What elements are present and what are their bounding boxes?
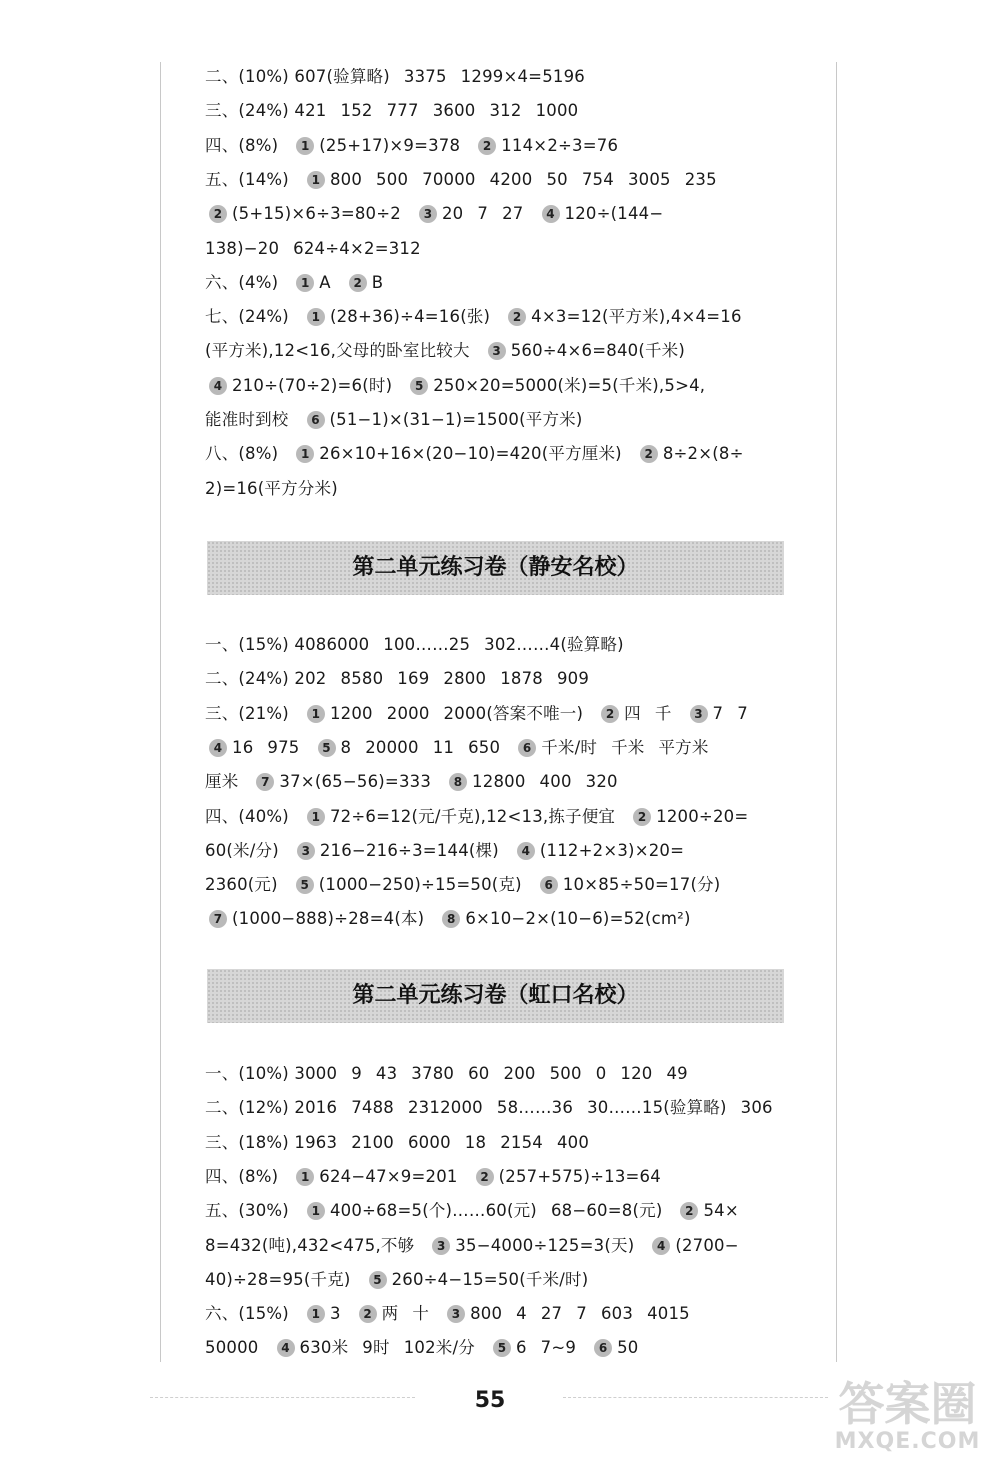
page-number: 55 [474, 1388, 506, 1413]
answer-text: 5 250×20=5000(米)=5(千米),5>4, [406, 369, 705, 403]
question-number-badge: 1 [296, 274, 314, 292]
answer-text: 3 800 [443, 1297, 502, 1331]
answer-text: 49 [666, 1064, 688, 1083]
answer-text: 2 4×3=12(平方米),4×4=16 [504, 300, 742, 334]
answer-text: 2000(答案不唯一) [443, 703, 584, 723]
answer-text: 五、(14%) [205, 169, 289, 189]
question-number-badge: 7 [209, 910, 227, 928]
answer-text: 500 [376, 169, 409, 189]
answer-line [205, 731, 805, 765]
answer-text: 777 [386, 101, 419, 121]
answer-text: 4200 [489, 169, 533, 189]
answer-text: 60(米/分) [205, 840, 279, 860]
question-number-badge: 4 [517, 842, 535, 860]
answer-text: 0 [595, 1064, 607, 1083]
answer-line [205, 197, 805, 231]
question-number-badge: 8 [442, 910, 460, 928]
question-number-badge: 3 [297, 842, 315, 860]
question-number-badge: 6 [540, 876, 558, 894]
question-number-badge: 1 [307, 808, 325, 826]
answer-text: 3 20 [415, 197, 463, 231]
answer-text: 70000 [422, 169, 476, 189]
answer-text: 400 [539, 772, 572, 792]
question-number-badge: 1 [307, 705, 325, 723]
answer-text: 312 [489, 101, 522, 121]
answer-text: 120 [620, 1064, 653, 1083]
question-number-badge: 3 [690, 705, 708, 723]
question-number-badge: 3 [488, 342, 506, 360]
answer-line [205, 266, 805, 300]
answer-text: 18 [464, 1132, 487, 1152]
answer-text: 2000 [386, 703, 430, 723]
answer-text: (平方米),12<16,父母的卧室比较大 [205, 341, 470, 361]
footer-divider-left [150, 1397, 415, 1398]
answer-text: 4 (2700− [648, 1229, 738, 1263]
answer-text: 306 [740, 1098, 773, 1118]
answer-text: 七、(24%) [205, 307, 289, 327]
question-number-badge: 2 [349, 274, 367, 292]
answer-text: 20000 [365, 737, 419, 757]
answer-line [205, 60, 805, 94]
answer-text: 152 [340, 101, 373, 121]
answer-text: 2)=16(平方分米) [205, 478, 338, 498]
answer-text: 1 A [292, 266, 331, 300]
answer-text: 8 12800 [445, 765, 526, 799]
question-number-badge: 7 [256, 773, 274, 791]
answer-text: 二、(12%) 2016 [205, 1098, 338, 1118]
answer-text: 平方米 [658, 737, 709, 757]
answer-text: 1 26×10+16×(20−10)=420(平方厘米) [292, 437, 622, 471]
answer-text: 1 624−47×9=201 [292, 1160, 457, 1194]
answer-line [205, 1331, 805, 1365]
footer-divider-right [563, 1397, 828, 1398]
answer-text: 603 [600, 1304, 634, 1324]
answer-text: 975 [267, 737, 300, 757]
answer-text: 3780 [411, 1064, 455, 1083]
question-number-badge: 2 [680, 1202, 698, 1220]
answer-text: 102米/分 [403, 1338, 475, 1358]
answer-text: 一、(10%) 3000 [205, 1064, 338, 1083]
question-number-badge: 4 [209, 377, 227, 395]
answer-text: 6 (51−1)×(31−1)=1500(平方米) [303, 403, 583, 437]
answer-line [205, 1194, 805, 1228]
answer-text: 235 [684, 169, 717, 189]
answer-text: 624÷4×2=312 [293, 238, 421, 258]
answer-text: 2 (257+575)÷13=64 [472, 1160, 661, 1194]
answer-text: 7 (1000−888)÷28=4(本) [205, 902, 424, 936]
answer-text: 7 [477, 204, 489, 224]
answer-text: 5 8 [314, 731, 352, 765]
answer-text: 27 [540, 1304, 563, 1324]
answer-text: 320 [585, 772, 618, 792]
answer-text: 2800 [443, 669, 487, 689]
answer-text: 三、(21%) [205, 703, 289, 723]
question-number-badge: 2 [359, 1305, 377, 1323]
answer-text: 8=432(吨),432<475,不够 [205, 1235, 415, 1255]
answer-text: 1 1200 [303, 697, 373, 731]
answer-text: 一、(15%) 4086000 [205, 635, 370, 654]
answer-text: 1 72÷6=12(元/千克),12<13,拣子便宜 [303, 800, 615, 834]
answer-line [205, 1160, 805, 1194]
answer-text: 能准时到校 [205, 410, 289, 429]
answer-text: 2 B [345, 266, 384, 300]
answer-text: 八、(8%) [205, 444, 279, 464]
answer-text: 40)÷28=95(千克) [205, 1269, 351, 1289]
question-number-badge: 1 [307, 171, 325, 189]
answer-text: 六、(4%) [205, 272, 279, 292]
answer-line [205, 163, 805, 197]
answer-text: 138)−20 [205, 238, 280, 258]
answer-line [205, 697, 805, 731]
answer-text: 2 114×2÷3=76 [474, 129, 618, 163]
answer-text: 7 [737, 703, 748, 723]
answer-text: 3005 [627, 169, 671, 189]
answer-text: 四、(40%) [205, 806, 289, 826]
right-border-line [836, 62, 837, 1362]
answer-text: 43 [375, 1064, 398, 1083]
answer-text: 十 [412, 1304, 430, 1324]
answer-text: 650 [468, 737, 501, 757]
answer-text: 7488 [351, 1098, 394, 1118]
answer-text: 9时 [362, 1338, 390, 1358]
answer-text: 27 [502, 204, 524, 224]
answer-text: 2100 [351, 1132, 394, 1152]
answer-text: 厘米 [205, 772, 239, 792]
answer-text: 1 400÷68=5(个)……60(元) [303, 1194, 537, 1228]
answer-text: 6000 [407, 1132, 451, 1152]
answer-text: 四、(8%) [205, 1166, 279, 1186]
answer-line [205, 1091, 805, 1125]
watermark-text: 答案圈 [838, 1377, 977, 1431]
question-number-badge: 1 [307, 1202, 325, 1220]
answer-line [205, 1126, 805, 1160]
answer-text: 2154 [500, 1132, 543, 1152]
answer-text: 2 8÷2×(8÷ [636, 437, 744, 471]
question-number-badge: 5 [369, 1271, 387, 1289]
question-number-badge: 5 [296, 876, 314, 894]
answer-text: 5 (1000−250)÷15=50(克) [292, 868, 522, 902]
question-number-badge: 1 [296, 1168, 314, 1186]
question-number-badge: 4 [652, 1237, 670, 1255]
answer-text: 二、(10%) 607(验算略) [205, 67, 390, 86]
answer-text: 909 [556, 669, 590, 689]
answer-line [205, 369, 805, 403]
answer-line [205, 1057, 805, 1091]
answer-line [205, 129, 805, 163]
answer-text: 4 210÷(70÷2)=6(时) [205, 369, 392, 403]
answer-text: 30……15(验算略) [587, 1098, 727, 1118]
answer-text: 200 [503, 1064, 536, 1083]
question-number-badge: 2 [476, 1168, 494, 1186]
question-number-badge: 3 [447, 1305, 465, 1323]
answer-text: 三、(18%) 1963 [205, 1132, 338, 1152]
section-banner-hongkou: 第二单元练习卷（虹口名校） [207, 969, 784, 1023]
answer-line [205, 868, 805, 902]
answer-text: 6 10×85÷50=17(分) [536, 868, 721, 902]
answer-text: 2360(元) [205, 875, 278, 895]
question-number-badge: 2 [508, 308, 526, 326]
answer-line [205, 834, 805, 868]
question-number-badge: 1 [307, 1305, 325, 1323]
answer-text: 754 [581, 169, 614, 189]
answer-text: 六、(15%) [205, 1304, 289, 1324]
answer-text: 400 [556, 1132, 590, 1152]
answer-text: 五、(30%) [205, 1201, 289, 1221]
question-number-badge: 6 [518, 739, 536, 757]
answer-text: 6 千米/时 [514, 731, 597, 765]
answer-text: 11 [432, 737, 455, 757]
answer-text: 2 54× [676, 1194, 738, 1228]
answer-text: 9 [351, 1064, 362, 1083]
answer-text: 千米 [611, 737, 645, 757]
answer-text: 2312000 [407, 1098, 483, 1118]
answer-line [205, 472, 805, 506]
answer-text: 302……4(验算略) [484, 635, 624, 654]
answer-line [205, 300, 805, 334]
question-number-badge: 2 [209, 205, 227, 223]
question-number-badge: 6 [594, 1339, 612, 1357]
answer-text: 2 两 [355, 1297, 399, 1331]
question-number-badge: 2 [640, 445, 658, 463]
answer-text: 1 3 [303, 1297, 341, 1331]
answer-line [205, 1297, 805, 1331]
answer-text: 68−60=8(元) [550, 1201, 663, 1221]
section-banner-jingan: 第二单元练习卷（静安名校） [207, 541, 784, 595]
question-number-badge: 8 [449, 773, 467, 791]
question-number-badge: 2 [478, 137, 496, 155]
answer-line [205, 1229, 805, 1263]
answer-text: 4015 [647, 1304, 690, 1324]
answer-text: 50000 [205, 1338, 259, 1358]
question-number-badge: 4 [209, 739, 227, 757]
answer-text: 二、(24%) 202 [205, 669, 327, 689]
question-number-badge: 1 [296, 137, 314, 155]
answer-text: 1000 [535, 101, 579, 121]
watermark-logo [820, 1378, 995, 1468]
question-number-badge: 5 [410, 377, 428, 395]
answer-text: 1878 [500, 669, 543, 689]
answer-text: 1 (25+17)×9=378 [292, 129, 460, 163]
answer-text: 3375 [403, 67, 447, 86]
answer-text: 7 [576, 1304, 587, 1324]
question-number-badge: 1 [296, 445, 314, 463]
question-number-badge: 1 [307, 308, 325, 326]
answer-text: 5 260÷4−15=50(千米/时) [365, 1263, 589, 1297]
answer-text: 4 (112+2×3)×20= [513, 834, 684, 868]
answer-text: 千 [654, 703, 672, 723]
answer-text: 2 1200÷20= [629, 800, 748, 834]
answer-line [205, 765, 805, 799]
question-number-badge: 3 [419, 205, 437, 223]
answer-text: 4 120÷(144− [538, 197, 664, 231]
answer-text: 169 [397, 669, 430, 689]
answer-line [205, 902, 805, 936]
answer-text: 2 四 [597, 697, 641, 731]
answer-text: 60 [468, 1064, 490, 1083]
answer-line [205, 437, 805, 471]
watermark-url: MXQE.COM [834, 1429, 981, 1454]
answer-text: 3600 [432, 101, 476, 121]
answer-text: 7 37×(65−56)=333 [252, 765, 431, 799]
question-number-badge: 4 [542, 205, 560, 223]
answer-line [205, 403, 805, 437]
answer-text: 6 50 [590, 1331, 638, 1365]
answer-text: 4 [516, 1304, 527, 1324]
answer-text: 3 216−216÷3=144(棵) [293, 834, 499, 868]
answer-text: 4 16 [205, 731, 253, 765]
answer-text: 1 800 [303, 163, 362, 197]
question-number-badge: 2 [633, 808, 651, 826]
question-number-badge: 5 [318, 739, 336, 757]
question-number-badge: 5 [493, 1339, 511, 1357]
answer-line [205, 662, 805, 696]
answer-text: 1299×4=5196 [460, 67, 586, 86]
answer-text: 三、(24%) 421 [205, 101, 327, 121]
answer-line [205, 1263, 805, 1297]
answer-text: 500 [549, 1064, 582, 1083]
answer-line [205, 334, 805, 368]
answer-line [205, 800, 805, 834]
answer-text: 四、(8%) [205, 135, 279, 155]
answer-text: 2 (5+15)×6÷3=80÷2 [205, 197, 401, 231]
answer-text: 58……36 [496, 1098, 574, 1118]
answer-text: 8580 [340, 669, 384, 689]
question-number-badge: 4 [277, 1339, 295, 1357]
answer-text: 100……25 [383, 635, 471, 654]
answer-text: 3 7 [686, 697, 724, 731]
answer-text: 1 (28+36)÷4=16(张) [303, 300, 490, 334]
answer-line [205, 628, 805, 662]
answer-text: 3 560÷4×6=840(千米) [484, 334, 685, 368]
question-number-badge: 3 [432, 1237, 450, 1255]
answer-text: 8 6×10−2×(10−6)=52(cm²) [438, 902, 690, 936]
answer-text: 50 [546, 169, 568, 189]
answer-text: 5 6 [489, 1331, 527, 1365]
question-number-badge: 6 [307, 411, 325, 429]
answer-text: 3 35−4000÷125=3(天) [428, 1229, 634, 1263]
answer-text: 4 630米 [273, 1331, 349, 1365]
answer-text: 7~9 [540, 1338, 577, 1358]
left-border-line [160, 62, 161, 1362]
question-number-badge: 2 [601, 705, 619, 723]
answer-line [205, 94, 805, 128]
answer-line [205, 232, 805, 266]
